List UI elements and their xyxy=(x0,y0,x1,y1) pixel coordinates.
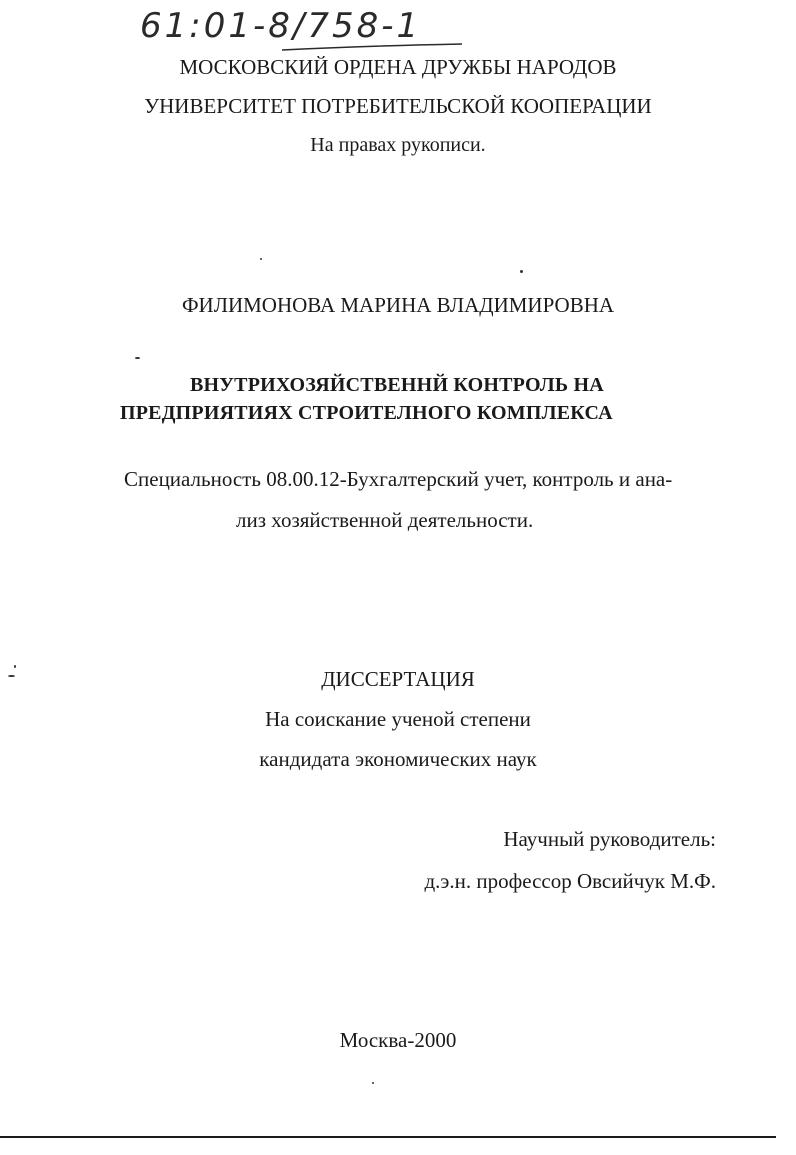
degree-line-2: кандидата экономических наук xyxy=(259,747,537,771)
city-year: Москва-2000 xyxy=(339,1028,457,1052)
scan-speck xyxy=(8,675,15,677)
page-bottom-rule xyxy=(0,1136,776,1138)
manuscript-note: На правах рукописи. xyxy=(310,134,486,156)
institution-line-1: МОСКОВСКИЙ ОРДЕНА ДРУЖБЫ НАРОДОВ xyxy=(179,55,617,79)
scan-speck xyxy=(14,665,16,668)
scan-speck xyxy=(135,357,140,359)
scan-speck xyxy=(520,270,523,273)
catalog-number-text: 61:01-8/758-1 xyxy=(140,6,422,46)
scan-speck xyxy=(260,258,262,260)
degree-line-1: На соискание ученой степени xyxy=(265,707,531,731)
thesis-title-line-1: ВНУТРИХОЗЯЙСТВЕННЙ КОНТРОЛЬ НА xyxy=(190,374,604,396)
thesis-title-line-2: ПРЕДПРИЯТИЯХ СТРОИТЕЛНОГО КОМПЛЕКСА xyxy=(120,402,613,424)
supervisor-label: Научный руководитель: xyxy=(503,827,716,851)
specialty-line-2: лиз хозяйственной деятельности. xyxy=(236,508,534,532)
author-name: ФИЛИМОНОВА МАРИНА ВЛАДИМИРОВНА xyxy=(181,293,615,317)
document-type: ДИССЕРТАЦИЯ xyxy=(321,667,475,691)
supervisor-name: д.э.н. профессор Овсийчук М.Ф. xyxy=(424,869,716,893)
institution-line-2: УНИВЕРСИТЕТ ПОТРЕБИТЕЛЬСКОЙ КООПЕРАЦИИ xyxy=(144,94,652,118)
specialty-line-1: Специальность 08.00.12-Бухгалтерский учет, контроль и ана- xyxy=(124,467,673,491)
scan-speck xyxy=(372,1082,374,1084)
handwritten-catalog-number xyxy=(132,0,492,56)
